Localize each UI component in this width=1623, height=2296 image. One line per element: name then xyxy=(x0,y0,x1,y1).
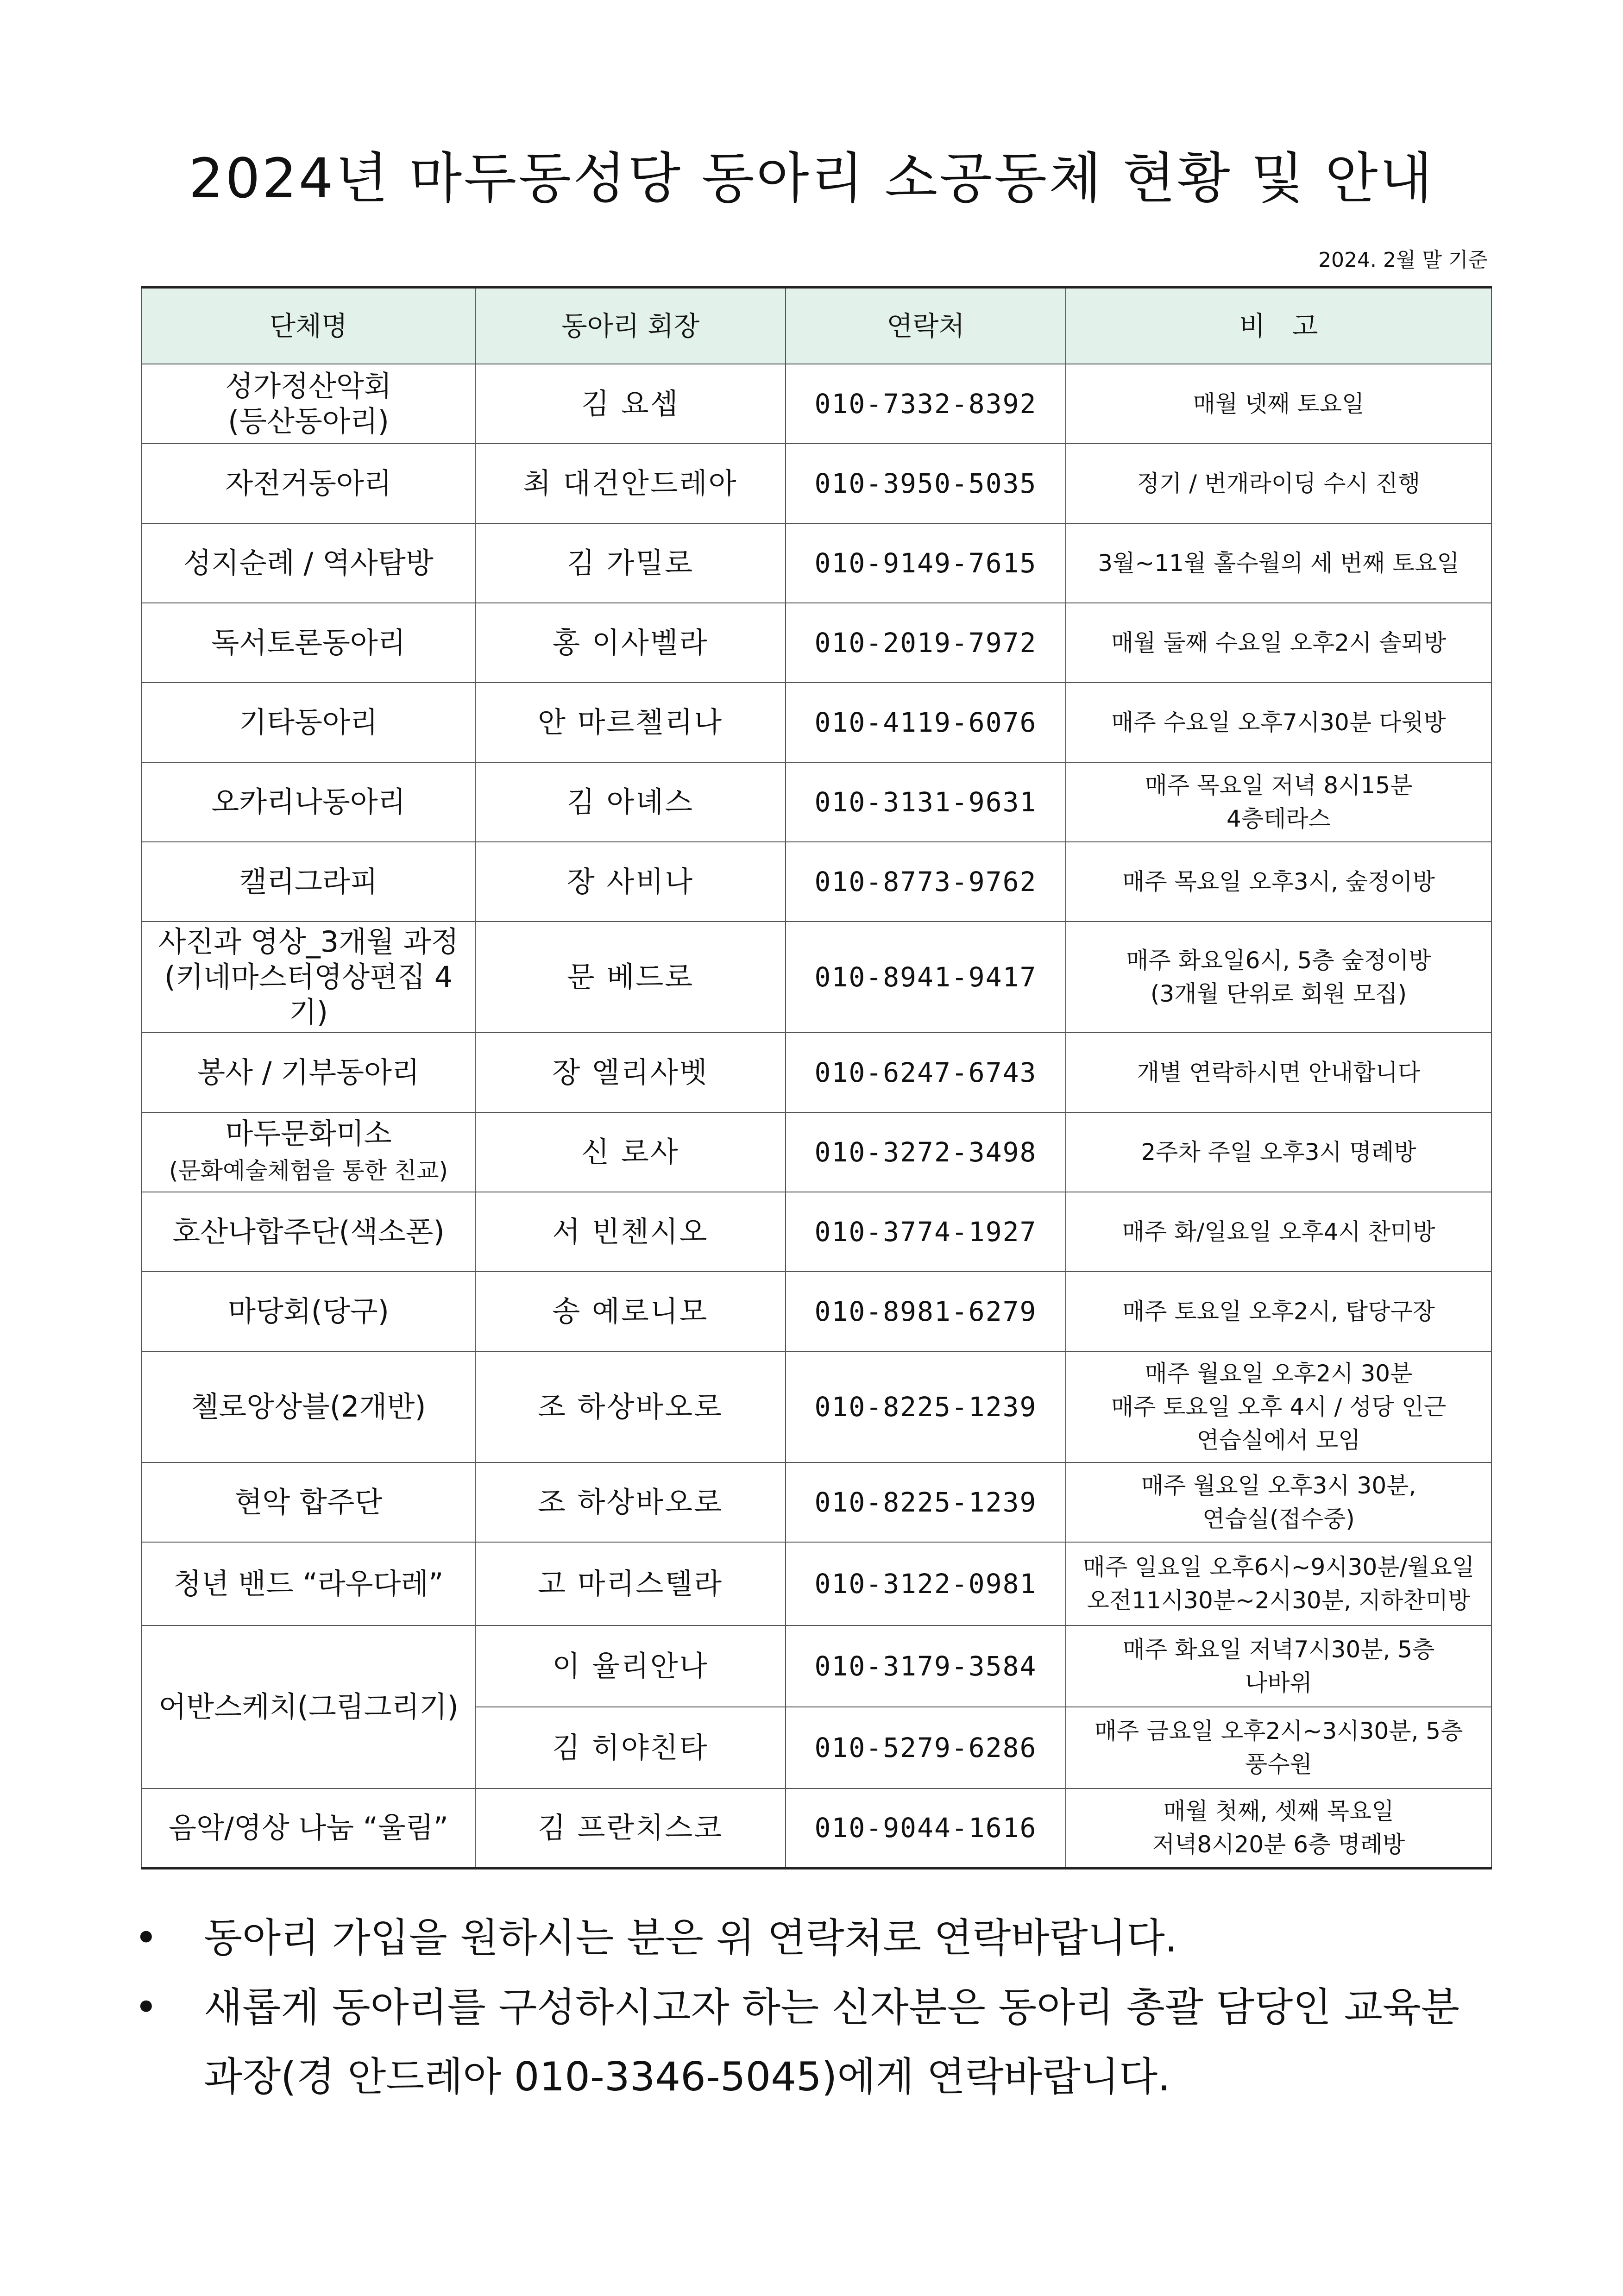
club-name: 캘리그라피 xyxy=(142,842,475,922)
club-phone: 010-3272-3498 xyxy=(786,1112,1066,1192)
remarks-line: 나바위 xyxy=(1245,1669,1312,1696)
remarks-line: 매주 화요일 저녁7시30분, 5층 xyxy=(1122,1636,1435,1663)
club-president: 장 사비나 xyxy=(475,842,786,922)
club-name-sub: (등산동아리) xyxy=(228,404,389,438)
remarks-line: 매주 일요일 오후6시~9시30분/월요일 xyxy=(1082,1554,1475,1581)
remarks-line: 연습실(접수중) xyxy=(1202,1506,1355,1532)
table-row xyxy=(142,1192,1491,1272)
club-phone: 010-3774-1927 xyxy=(786,1192,1066,1272)
club-phone: 010-8941-9417 xyxy=(786,922,1066,1033)
club-phone: 010-2019-7972 xyxy=(786,603,1066,683)
header-remarks: 비 고 xyxy=(1066,288,1491,364)
club-remarks: 매주 목요일 오후3시, 숲정이방 xyxy=(1066,842,1491,922)
header-president: 동아리 회장 xyxy=(475,288,786,364)
remarks-line: 매월 첫째, 셋째 목요일 xyxy=(1163,1798,1394,1825)
table-row xyxy=(142,1272,1491,1351)
club-phone: 010-4119-6076 xyxy=(786,683,1066,762)
club-president: 조 하상바오로 xyxy=(475,1351,786,1462)
notice-text: 새롭게 동아리를 구성하시고자 하는 신자분은 동아리 총괄 담당인 교육분과장(경 안드레아 010-3346-5045)에게 연락바랍니다. xyxy=(204,1984,1459,2100)
club-name: 성지순례 / 역사탐방 xyxy=(142,523,475,603)
basis-date: 2024. 2월 말 기준 xyxy=(1318,248,1488,272)
table-row xyxy=(142,762,1491,842)
bullet-icon: • xyxy=(134,1984,158,2031)
club-phone: 010-5279-6286 xyxy=(786,1707,1066,1788)
club-name: 봉사 / 기부동아리 xyxy=(142,1033,475,1112)
club-president: 조 하상바오로 xyxy=(475,1462,786,1542)
club-phone: 010-3131-9631 xyxy=(786,762,1066,842)
club-name: 독서토론동아리 xyxy=(142,603,475,683)
table-row xyxy=(142,1542,1491,1625)
table-row xyxy=(142,1788,1491,1868)
table-row xyxy=(142,922,1491,1033)
club-remarks xyxy=(1066,762,1491,842)
remarks-line: 매주 화요일6시, 5층 숲정이방 xyxy=(1126,947,1431,974)
club-name: 현악 합주단 xyxy=(142,1462,475,1542)
club-phone: 010-8225-1239 xyxy=(786,1351,1066,1462)
club-remarks: 매주 화/일요일 오후4시 찬미방 xyxy=(1066,1192,1491,1272)
club-remarks xyxy=(1066,1462,1491,1542)
notice-item xyxy=(134,1973,1491,2112)
club-name: 기타동아리 xyxy=(142,683,475,762)
table-row xyxy=(142,1351,1491,1462)
club-name-text: 성가정산악회 xyxy=(225,369,392,403)
club-name-sub: (문화예술체험을 통한 친교) xyxy=(169,1157,448,1184)
club-president: 김 가밀로 xyxy=(475,523,786,603)
table-row xyxy=(142,603,1491,683)
club-name-text: 마두문화미소 xyxy=(225,1117,392,1150)
club-name: 음악/영상 나눔 “울림” xyxy=(142,1788,475,1868)
table-row xyxy=(142,364,1491,444)
club-name: 어반스케치(그림그리기) xyxy=(142,1625,475,1788)
remarks-line: 연습실에서 모임 xyxy=(1196,1427,1361,1454)
club-name-sub: (키네마스터영상편집 4기) xyxy=(164,960,453,1029)
club-remarks: 개별 연락하시면 안내합니다 xyxy=(1066,1033,1491,1112)
club-president: 이 율리안나 xyxy=(475,1625,786,1707)
bullet-icon: • xyxy=(134,1915,158,1961)
club-phone: 010-3179-3584 xyxy=(786,1625,1066,1707)
club-phone: 010-9044-1616 xyxy=(786,1788,1066,1868)
club-name: 청년 밴드 “라우다레” xyxy=(142,1542,475,1625)
club-remarks xyxy=(1066,1542,1491,1625)
club-president: 김 프란치스코 xyxy=(475,1788,786,1868)
club-phone: 010-6247-6743 xyxy=(786,1033,1066,1112)
table-row xyxy=(142,683,1491,762)
header-club-name: 단체명 xyxy=(142,288,475,364)
club-name xyxy=(142,364,475,444)
notice-list xyxy=(134,1903,1491,2112)
club-name xyxy=(142,922,475,1033)
club-president: 김 히야친타 xyxy=(475,1707,786,1788)
table-row xyxy=(142,1462,1491,1542)
club-president: 홍 이사벨라 xyxy=(475,603,786,683)
club-name: 오카리나동아리 xyxy=(142,762,475,842)
club-president: 안 마르첼리나 xyxy=(475,683,786,762)
club-president: 최 대건안드레아 xyxy=(475,444,786,523)
club-phone: 010-9149-7615 xyxy=(786,523,1066,603)
club-remarks xyxy=(1066,1788,1491,1868)
table-row xyxy=(142,444,1491,523)
club-phone: 010-8225-1239 xyxy=(786,1462,1066,1542)
remarks-line: 매주 금요일 오후2시~3시30분, 5층 xyxy=(1094,1718,1463,1744)
club-name: 자전거동아리 xyxy=(142,444,475,523)
table-row xyxy=(142,1112,1491,1192)
notice-text: 동아리 가입을 원하시는 분은 위 연락처로 연락바랍니다. xyxy=(204,1915,1178,1961)
table-row xyxy=(142,842,1491,922)
club-phone: 010-8773-9762 xyxy=(786,842,1066,922)
club-remarks: 정기 / 번개라이딩 수시 진행 xyxy=(1066,444,1491,523)
remarks-line: 풍수원 xyxy=(1245,1751,1312,1778)
remarks-line: 오전11시30분~2시30분, 지하찬미방 xyxy=(1087,1587,1471,1614)
table-row xyxy=(142,1625,1491,1707)
remarks-line: 매주 월요일 오후2시 30분 xyxy=(1145,1360,1413,1387)
table-row xyxy=(142,1033,1491,1112)
club-remarks xyxy=(1066,1351,1491,1462)
table-header-row xyxy=(142,288,1491,364)
table-row xyxy=(142,523,1491,603)
club-president: 신 로사 xyxy=(475,1112,786,1192)
notice-item xyxy=(134,1903,1491,1973)
club-president: 장 엘리사벳 xyxy=(475,1033,786,1112)
club-phone: 010-7332-8392 xyxy=(786,364,1066,444)
remarks-line: 저녁8시20분 6층 명례방 xyxy=(1152,1831,1405,1858)
club-name: 마당회(당구) xyxy=(142,1272,475,1351)
club-table xyxy=(141,286,1492,1869)
remarks-line: 매주 월요일 오후3시 30분, xyxy=(1141,1472,1416,1499)
remarks-line: 매주 토요일 오후 4시 / 성당 인근 xyxy=(1111,1393,1447,1420)
club-remarks: 매월 넷째 토요일 xyxy=(1066,364,1491,444)
header-contact: 연락처 xyxy=(786,288,1066,364)
club-phone: 010-8981-6279 xyxy=(786,1272,1066,1351)
club-remarks xyxy=(1066,1625,1491,1707)
club-remarks: 3월~11월 홀수월의 세 번째 토요일 xyxy=(1066,523,1491,603)
club-name: 호산나합주단(색소폰) xyxy=(142,1192,475,1272)
club-president: 서 빈첸시오 xyxy=(475,1192,786,1272)
club-phone: 010-3950-5035 xyxy=(786,444,1066,523)
club-remarks: 매월 둘째 수요일 오후2시 솔뫼방 xyxy=(1066,603,1491,683)
club-president: 고 마리스텔라 xyxy=(475,1542,786,1625)
club-name-text: 사진과 영상_3개월 과정 xyxy=(158,925,459,959)
club-president: 문 베드로 xyxy=(475,922,786,1033)
club-remarks: 2주차 주일 오후3시 명례방 xyxy=(1066,1112,1491,1192)
club-president: 송 예로니모 xyxy=(475,1272,786,1351)
remarks-line: (3개월 단위로 회원 모집) xyxy=(1150,980,1407,1007)
club-name xyxy=(142,1112,475,1192)
club-remarks: 매주 수요일 오후7시30분 다윗방 xyxy=(1066,683,1491,762)
club-name: 첼로앙상블(2개반) xyxy=(142,1351,475,1462)
club-phone: 010-3122-0981 xyxy=(786,1542,1066,1625)
remarks-line: 매주 목요일 저녁 8시15분 xyxy=(1145,772,1413,799)
club-president: 김 아녜스 xyxy=(475,762,786,842)
club-remarks xyxy=(1066,1707,1491,1788)
club-remarks xyxy=(1066,922,1491,1033)
page-title: 2024년 마두동성당 동아리 소공동체 현황 및 안내 xyxy=(189,146,1434,210)
club-remarks: 매주 토요일 오후2시, 탑당구장 xyxy=(1066,1272,1491,1351)
club-president: 김 요셉 xyxy=(475,364,786,444)
remarks-line: 4층테라스 xyxy=(1226,805,1331,832)
